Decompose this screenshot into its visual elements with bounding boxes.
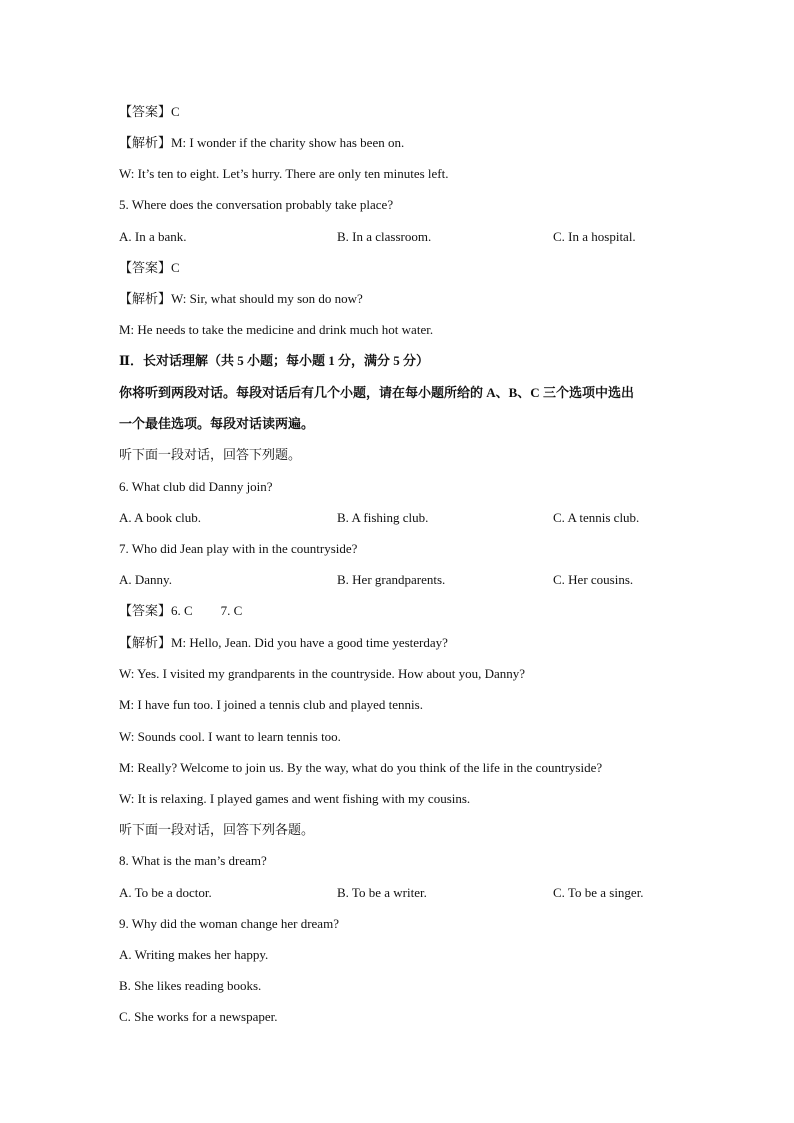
q5-answer: 【答案】C <box>119 260 180 275</box>
q9-option-b: B. She likes reading books. <box>119 978 262 993</box>
transcript-line: 【解析】M: Hello, Jean. Did you have a good time yesterday? <box>119 635 448 650</box>
dialogue-2-intro: 听下面一段对话，回答下列各题。 <box>119 822 315 837</box>
q4-answer: 【答案】C <box>119 104 180 119</box>
q6-question: 6. What club did Danny join? <box>119 479 273 494</box>
q8-option-c: C. To be a singer. <box>553 885 644 900</box>
q7-option-c: C. Her cousins. <box>553 572 634 587</box>
q5-option-c: C. In a hospital. <box>553 229 636 244</box>
q6-option-a: A. A book club. <box>119 510 201 525</box>
transcript-line: M: I have fun too. I joined a tennis club and played tennis. <box>119 697 423 712</box>
q4-analysis-w: W: It’s ten to eight. Let’s hurry. There are only ten minutes left. <box>119 166 449 181</box>
q9-option-c: C. She works for a newspaper. <box>119 1009 278 1024</box>
transcript-line: M: Really? Welcome to join us. By the way, what do you think of the life in the countryside? <box>119 760 603 775</box>
q5-analysis-w: 【解析】W: Sir, what should my son do now? <box>119 291 363 306</box>
q5-analysis-m: M: He needs to take the medicine and drink much hot water. <box>119 322 434 337</box>
q5-question: 5. Where does the conversation probably take place? <box>119 197 394 212</box>
transcript-line: W: Yes. I visited my grandparents in the countryside. How about you, Danny? <box>119 666 526 681</box>
q6-option-b: B. A fishing club. <box>337 510 429 525</box>
q9-question: 9. Why did the woman change her dream? <box>119 916 339 931</box>
q6-option-c: C. A tennis club. <box>553 510 640 525</box>
q8-option-b: B. To be a writer. <box>337 885 427 900</box>
q5-option-a: A. In a bank. <box>119 229 187 244</box>
q6-options <box>119 510 719 526</box>
q7-options <box>119 572 719 588</box>
answer-q7: 7. C <box>220 603 243 618</box>
q4-analysis-m: 【解析】M: I wonder if the charity show has been on. <box>119 135 405 150</box>
answer-q6: 【答案】6. C <box>119 603 193 618</box>
q9-option-a: A. Writing makes her happy. <box>119 947 269 962</box>
dialogue-1-intro: 听下面一段对话，回答下列题。 <box>119 447 302 462</box>
q7-question: 7. Who did Jean play with in the countryside? <box>119 541 358 556</box>
q5-option-b: B. In a classroom. <box>337 229 432 244</box>
section-2-instruction-line-2: 一个最佳选项。每段对话读两遍。 <box>119 416 315 431</box>
dialogue-1-answer <box>119 603 242 619</box>
q5-options <box>119 229 719 245</box>
q7-option-b: B. Her grandparents. <box>337 572 446 587</box>
section-2-heading: Ⅱ．长对话理解（共 5 小题；每小题 1 分，满分 5 分） <box>119 353 429 368</box>
q8-options <box>119 885 719 901</box>
transcript-line: W: It is relaxing. I played games and went fishing with my cousins. <box>119 791 471 806</box>
section-2-instruction-line-1: 你将听到两段对话。每段对话后有几个小题，请在每小题所给的 A、B、C 三个选项中选出 <box>119 385 634 400</box>
q8-question: 8. What is the man’s dream? <box>119 853 267 868</box>
transcript-line: W: Sounds cool. I want to learn tennis too. <box>119 729 341 744</box>
q8-option-a: A. To be a doctor. <box>119 885 212 900</box>
q7-option-a: A. Danny. <box>119 572 172 587</box>
